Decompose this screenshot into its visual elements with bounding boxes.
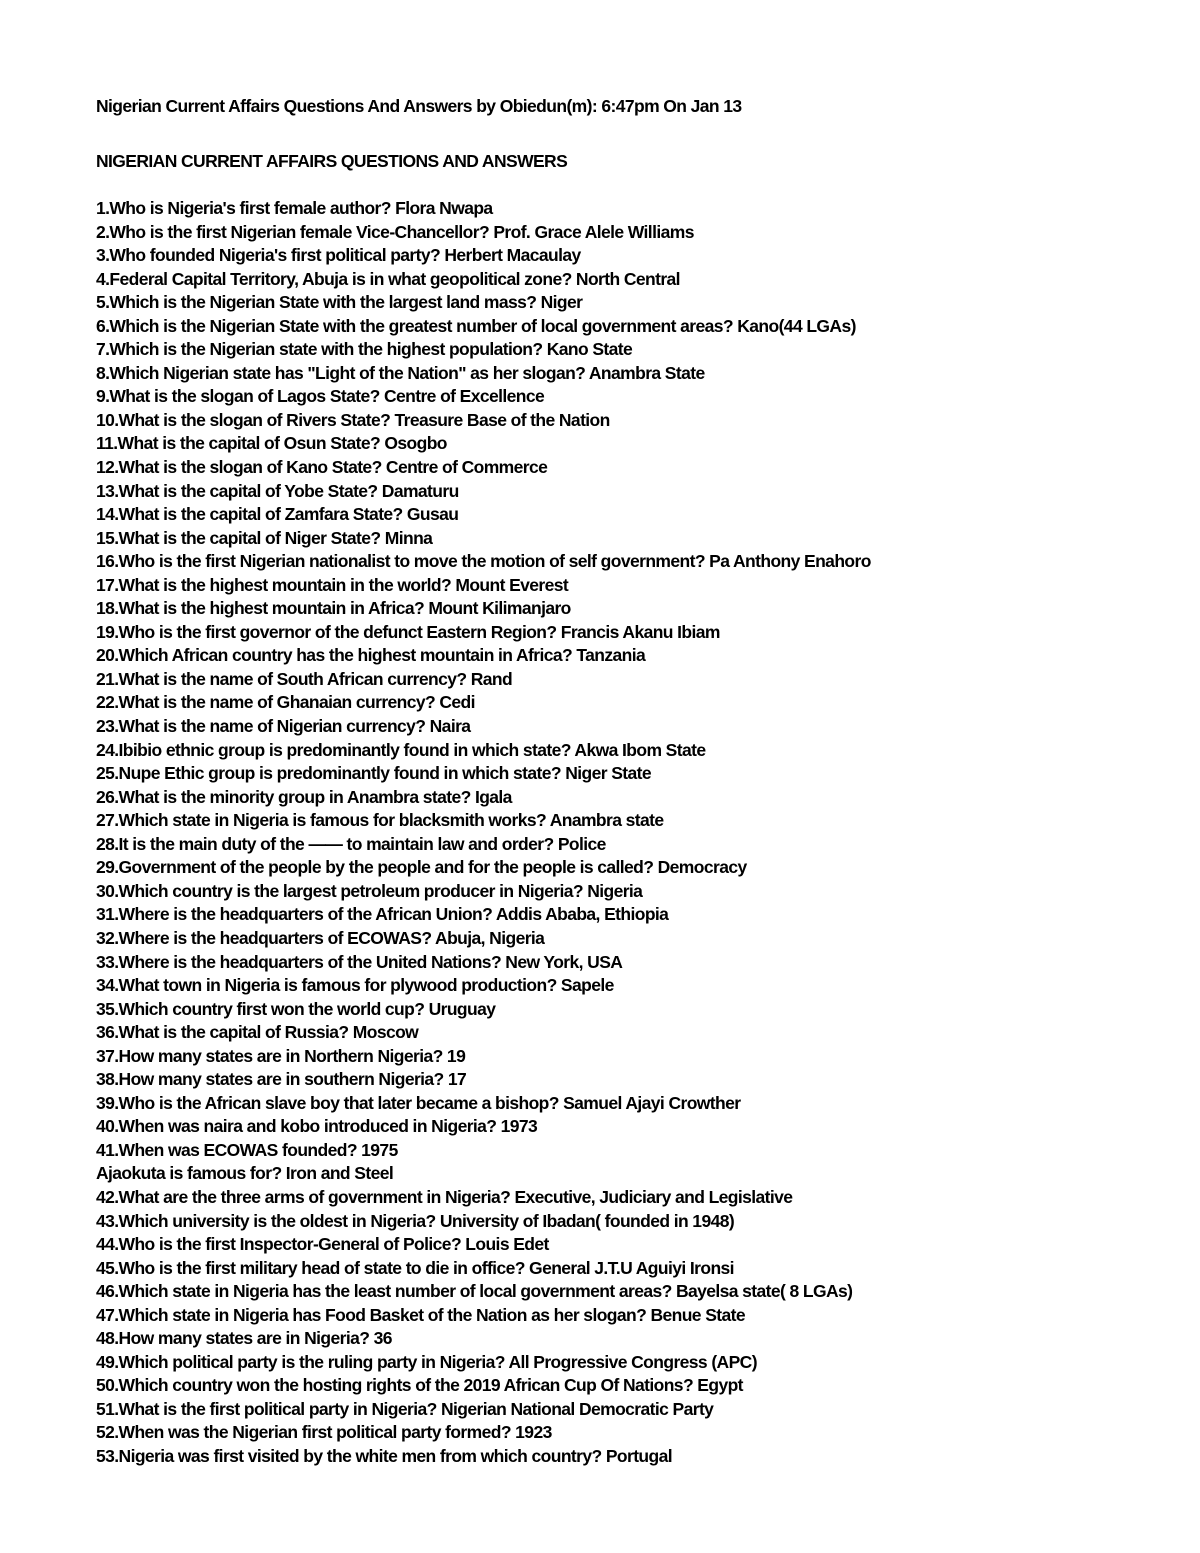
list-item: 32.Where is the headquarters of ECOWAS? Abuja, Nigeria	[96, 927, 545, 948]
list-item: 52.When was the Nigerian first political party formed? 1923	[96, 1422, 552, 1443]
list-item: 50.Which country won the hosting rights of the 2019 African Cup Of Nations? Egypt	[96, 1375, 743, 1396]
list-item: 7.Which is the Nigerian state with the highest population? Kano State	[96, 339, 633, 360]
list-item: Ajaokuta is famous for? Iron and Steel	[96, 1163, 394, 1184]
list-item: 38.How many states are in southern Nigeria? 17	[96, 1069, 467, 1090]
list-item: 8.Which Nigerian state has "Light of the Nation" as her slogan? Anambra State	[96, 362, 705, 383]
list-item: 6.Which is the Nigerian State with the greatest number of local government areas? Kano(44 LGAs)	[96, 315, 856, 336]
list-item: 10.What is the slogan of Rivers State? Treasure Base of the Nation	[96, 409, 610, 430]
list-item: 45.Who is the first military head of state to die in office? General J.T.U Aguiyi Ironsi	[96, 1257, 734, 1278]
document-page	[96, 95, 1176, 1469]
list-item: 46.Which state in Nigeria has the least number of local government areas? Bayelsa state( 8 LGAs)	[96, 1281, 853, 1302]
list-item: 16.Who is the first Nigerian nationalist to move the motion of self government? Pa Anthony Enahoro	[96, 551, 871, 572]
list-item: 25.Nupe Ethic group is predominantly found in which state? Niger State	[96, 763, 652, 784]
list-item: 29.Government of the people by the people and for the people is called? Democracy	[96, 857, 747, 878]
list-item: 12.What is the slogan of Kano State? Centre of Commerce	[96, 457, 548, 478]
list-item: 19.Who is the first governor of the defunct Eastern Region? Francis Akanu Ibiam	[96, 621, 720, 642]
list-item: 22.What is the name of Ghanaian currency? Cedi	[96, 692, 475, 713]
list-item: 42.What are the three arms of government in Nigeria? Executive, Judiciary and Legislative	[96, 1186, 793, 1207]
list-item: 27.Which state in Nigeria is famous for blacksmith works? Anambra state	[96, 810, 664, 831]
list-item: 48.How many states are in Nigeria? 36	[96, 1328, 392, 1349]
list-item: 23.What is the name of Nigerian currency? Naira	[96, 716, 471, 737]
list-item: 37.How many states are in Northern Nigeria? 19	[96, 1045, 466, 1066]
list-item: 51.What is the first political party in Nigeria? Nigerian National Democratic Party	[96, 1398, 714, 1419]
list-item: 14.What is the capital of Zamfara State? Gusau	[96, 504, 459, 525]
list-item: 35.Which country first won the world cup? Uruguay	[96, 998, 496, 1019]
list-item: 30.Which country is the largest petroleum producer in Nigeria? Nigeria	[96, 880, 643, 901]
list-item: 43.Which university is the oldest in Nigeria? University of Ibadan( founded in 1948)	[96, 1210, 735, 1231]
list-item: 17.What is the highest mountain in the world? Mount Everest	[96, 574, 569, 595]
document-byline: Nigerian Current Affairs Questions And Answers by Obiedun(m): 6:47pm On Jan 13	[96, 96, 742, 116]
list-item: 34.What town in Nigeria is famous for plywood production? Sapele	[96, 975, 614, 996]
document-title: NIGERIAN CURRENT AFFAIRS QUESTIONS AND ANSWERS	[96, 151, 568, 171]
list-item: 11.What is the capital of Osun State? Osogbo	[96, 433, 447, 454]
list-item: 15.What is the capital of Niger State? Minna	[96, 527, 433, 548]
list-item: 47.Which state in Nigeria has Food Basket of the Nation as her slogan? Benue State	[96, 1304, 745, 1325]
list-item: 36.What is the capital of Russia? Moscow	[96, 1022, 419, 1043]
list-item: 33.Where is the headquarters of the United Nations? New York, USA	[96, 951, 623, 972]
list-item: 3.Who founded Nigeria's first political party? Herbert Macaulay	[96, 245, 581, 266]
list-item: 39.Who is the African slave boy that later became a bishop? Samuel Ajayi Crowther	[96, 1092, 741, 1113]
list-item: 9.What is the slogan of Lagos State? Centre of Excellence	[96, 386, 545, 407]
list-item: 4.Federal Capital Territory, Abuja is in what geopolitical zone? North Central	[96, 268, 680, 289]
list-item: 5.Which is the Nigerian State with the largest land mass? Niger	[96, 292, 583, 313]
list-item: 41.When was ECOWAS founded? 1975	[96, 1139, 398, 1160]
list-item: 2.Who is the first Nigerian female Vice-Chancellor? Prof. Grace Alele Williams	[96, 221, 694, 242]
list-item: 1.Who is Nigeria's first female author? Flora Nwapa	[96, 198, 493, 218]
list-item: 24.Ibibio ethnic group is predominantly found in which state? Akwa Ibom State	[96, 739, 706, 760]
list-item: 49.Which political party is the ruling party in Nigeria? All Progressive Congress (APC)	[96, 1351, 757, 1372]
list-item: 21.What is the name of South African currency? Rand	[96, 668, 513, 689]
list-item: 26.What is the minority group in Anambra state? Igala	[96, 786, 512, 807]
list-item: 20.Which African country has the highest mountain in Africa? Tanzania	[96, 645, 646, 666]
list-item: 31.Where is the headquarters of the African Union? Addis Ababa, Ethiopia	[96, 904, 669, 925]
list-item: 18.What is the highest mountain in Africa? Mount Kilimanjaro	[96, 598, 571, 619]
list-item: 13.What is the capital of Yobe State? Damaturu	[96, 480, 459, 501]
list-item: 53.Nigeria was first visited by the white men from which country? Portugal	[96, 1445, 673, 1466]
list-item: 28.It is the main duty of the —— to maintain law and order? Police	[96, 833, 606, 854]
list-item: 44.Who is the first Inspector-General of Police? Louis Edet	[96, 1234, 549, 1255]
question-answer-list	[96, 197, 1176, 1469]
list-item: 40.When was naira and kobo introduced in Nigeria? 1973	[96, 1116, 538, 1137]
